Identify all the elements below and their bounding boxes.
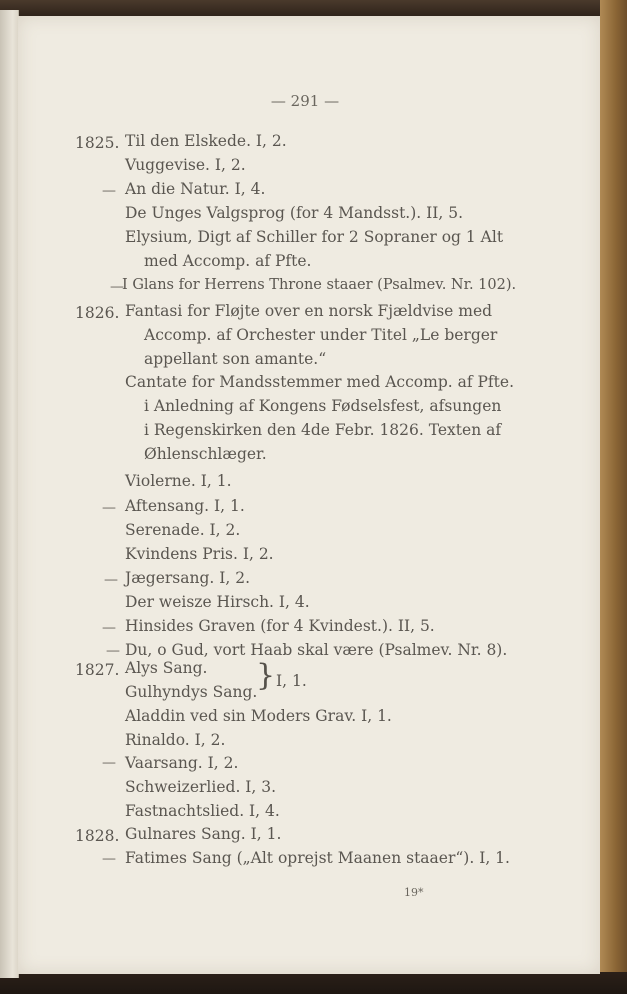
entry-line: Cantate for Mandsstemmer med Accomp. af Pfte. <box>125 373 514 391</box>
entry-line: Violerne. I, 1. <box>125 472 232 490</box>
entry-line: Du, o Gud, vort Haab skal være (Psalmev. Nr. 8). <box>125 641 508 659</box>
page-binding <box>0 10 19 978</box>
entry-line: Fastnachtslied. I, 4. <box>125 802 280 820</box>
entry-line: Vaarsang. I, 2. <box>125 754 239 772</box>
entry-line: Schweizerlied. I, 3. <box>125 778 277 796</box>
pencil-mark: — <box>110 279 124 295</box>
year-label: 1826. <box>75 304 120 322</box>
page-number: — 291 — <box>270 92 340 110</box>
pencil-mark: — <box>102 851 116 867</box>
entry-line: Kvindens Pris. I, 2. <box>125 545 274 563</box>
book-cover-edge <box>600 0 627 994</box>
entry-line: Alys Sang. <box>125 659 208 677</box>
year-label: 1828. <box>75 827 120 845</box>
book-page <box>18 16 600 974</box>
entry-line: Gulhyndys Sang. <box>125 683 258 701</box>
entry-line: Fatimes Sang („Alt oprejst Maanen staaer“). I, 1. <box>125 849 510 867</box>
pencil-mark: — <box>102 500 116 516</box>
entry-line: Der weisze Hirsch. I, 4. <box>125 593 310 611</box>
entry-line: Aladdin ved sin Moders Grav. I, 1. <box>125 707 392 725</box>
entry-line: Elysium, Digt af Schiller for 2 Sopraner og 1 Alt <box>125 228 504 246</box>
entry-line: appellant son amante.“ <box>144 350 327 368</box>
pencil-mark: — <box>106 643 120 659</box>
entry-line: Accomp. af Orchester under Titel „Le berger <box>144 326 498 344</box>
entry-line: med Accomp. af Pfte. <box>144 252 312 270</box>
entry-line: Serenade. I, 2. <box>125 521 241 539</box>
entry-line: i Anledning af Kongens Fødselsfest, afsungen <box>144 397 502 415</box>
entry-line: Gulnares Sang. I, 1. <box>125 825 282 843</box>
entry-line: Jægersang. I, 2. <box>125 569 251 587</box>
entry-line: Hinsides Graven (for 4 Kvindest.). II, 5. <box>125 617 435 635</box>
entry-line: Øhlenschlæger. <box>144 445 267 463</box>
entry-line: Til den Elskede. I, 2. <box>125 132 287 150</box>
entry-line: De Unges Valgsprog (for 4 Mandsst.). II, 5. <box>125 204 464 222</box>
pencil-mark: — <box>104 572 118 588</box>
year-label: 1827. <box>75 661 120 679</box>
year-label: 1825. <box>75 134 120 152</box>
entry-line: i Regenskirken den 4de Febr. 1826. Texten af <box>144 421 502 439</box>
brace: } <box>256 658 276 693</box>
entry-line: Vuggevise. I, 2. <box>125 156 246 174</box>
entry-line: I Glans for Herrens Throne staaer (Psalmev. Nr. 102). <box>122 277 517 293</box>
entry-line: Aftensang. I, 1. <box>125 497 245 515</box>
pencil-mark: — <box>102 183 116 199</box>
pencil-mark: — <box>102 620 116 636</box>
entry-line: Fantasi for Fløjte over en norsk Fjældvise med <box>125 302 493 320</box>
entry-line: An die Natur. I, 4. <box>125 180 266 198</box>
signature-mark: 19* <box>404 886 424 899</box>
book-cover-bottom <box>0 972 627 994</box>
brace-reference: I, 1. <box>276 672 307 690</box>
entry-line: Rinaldo. I, 2. <box>125 731 226 749</box>
pencil-mark: — <box>102 755 116 771</box>
